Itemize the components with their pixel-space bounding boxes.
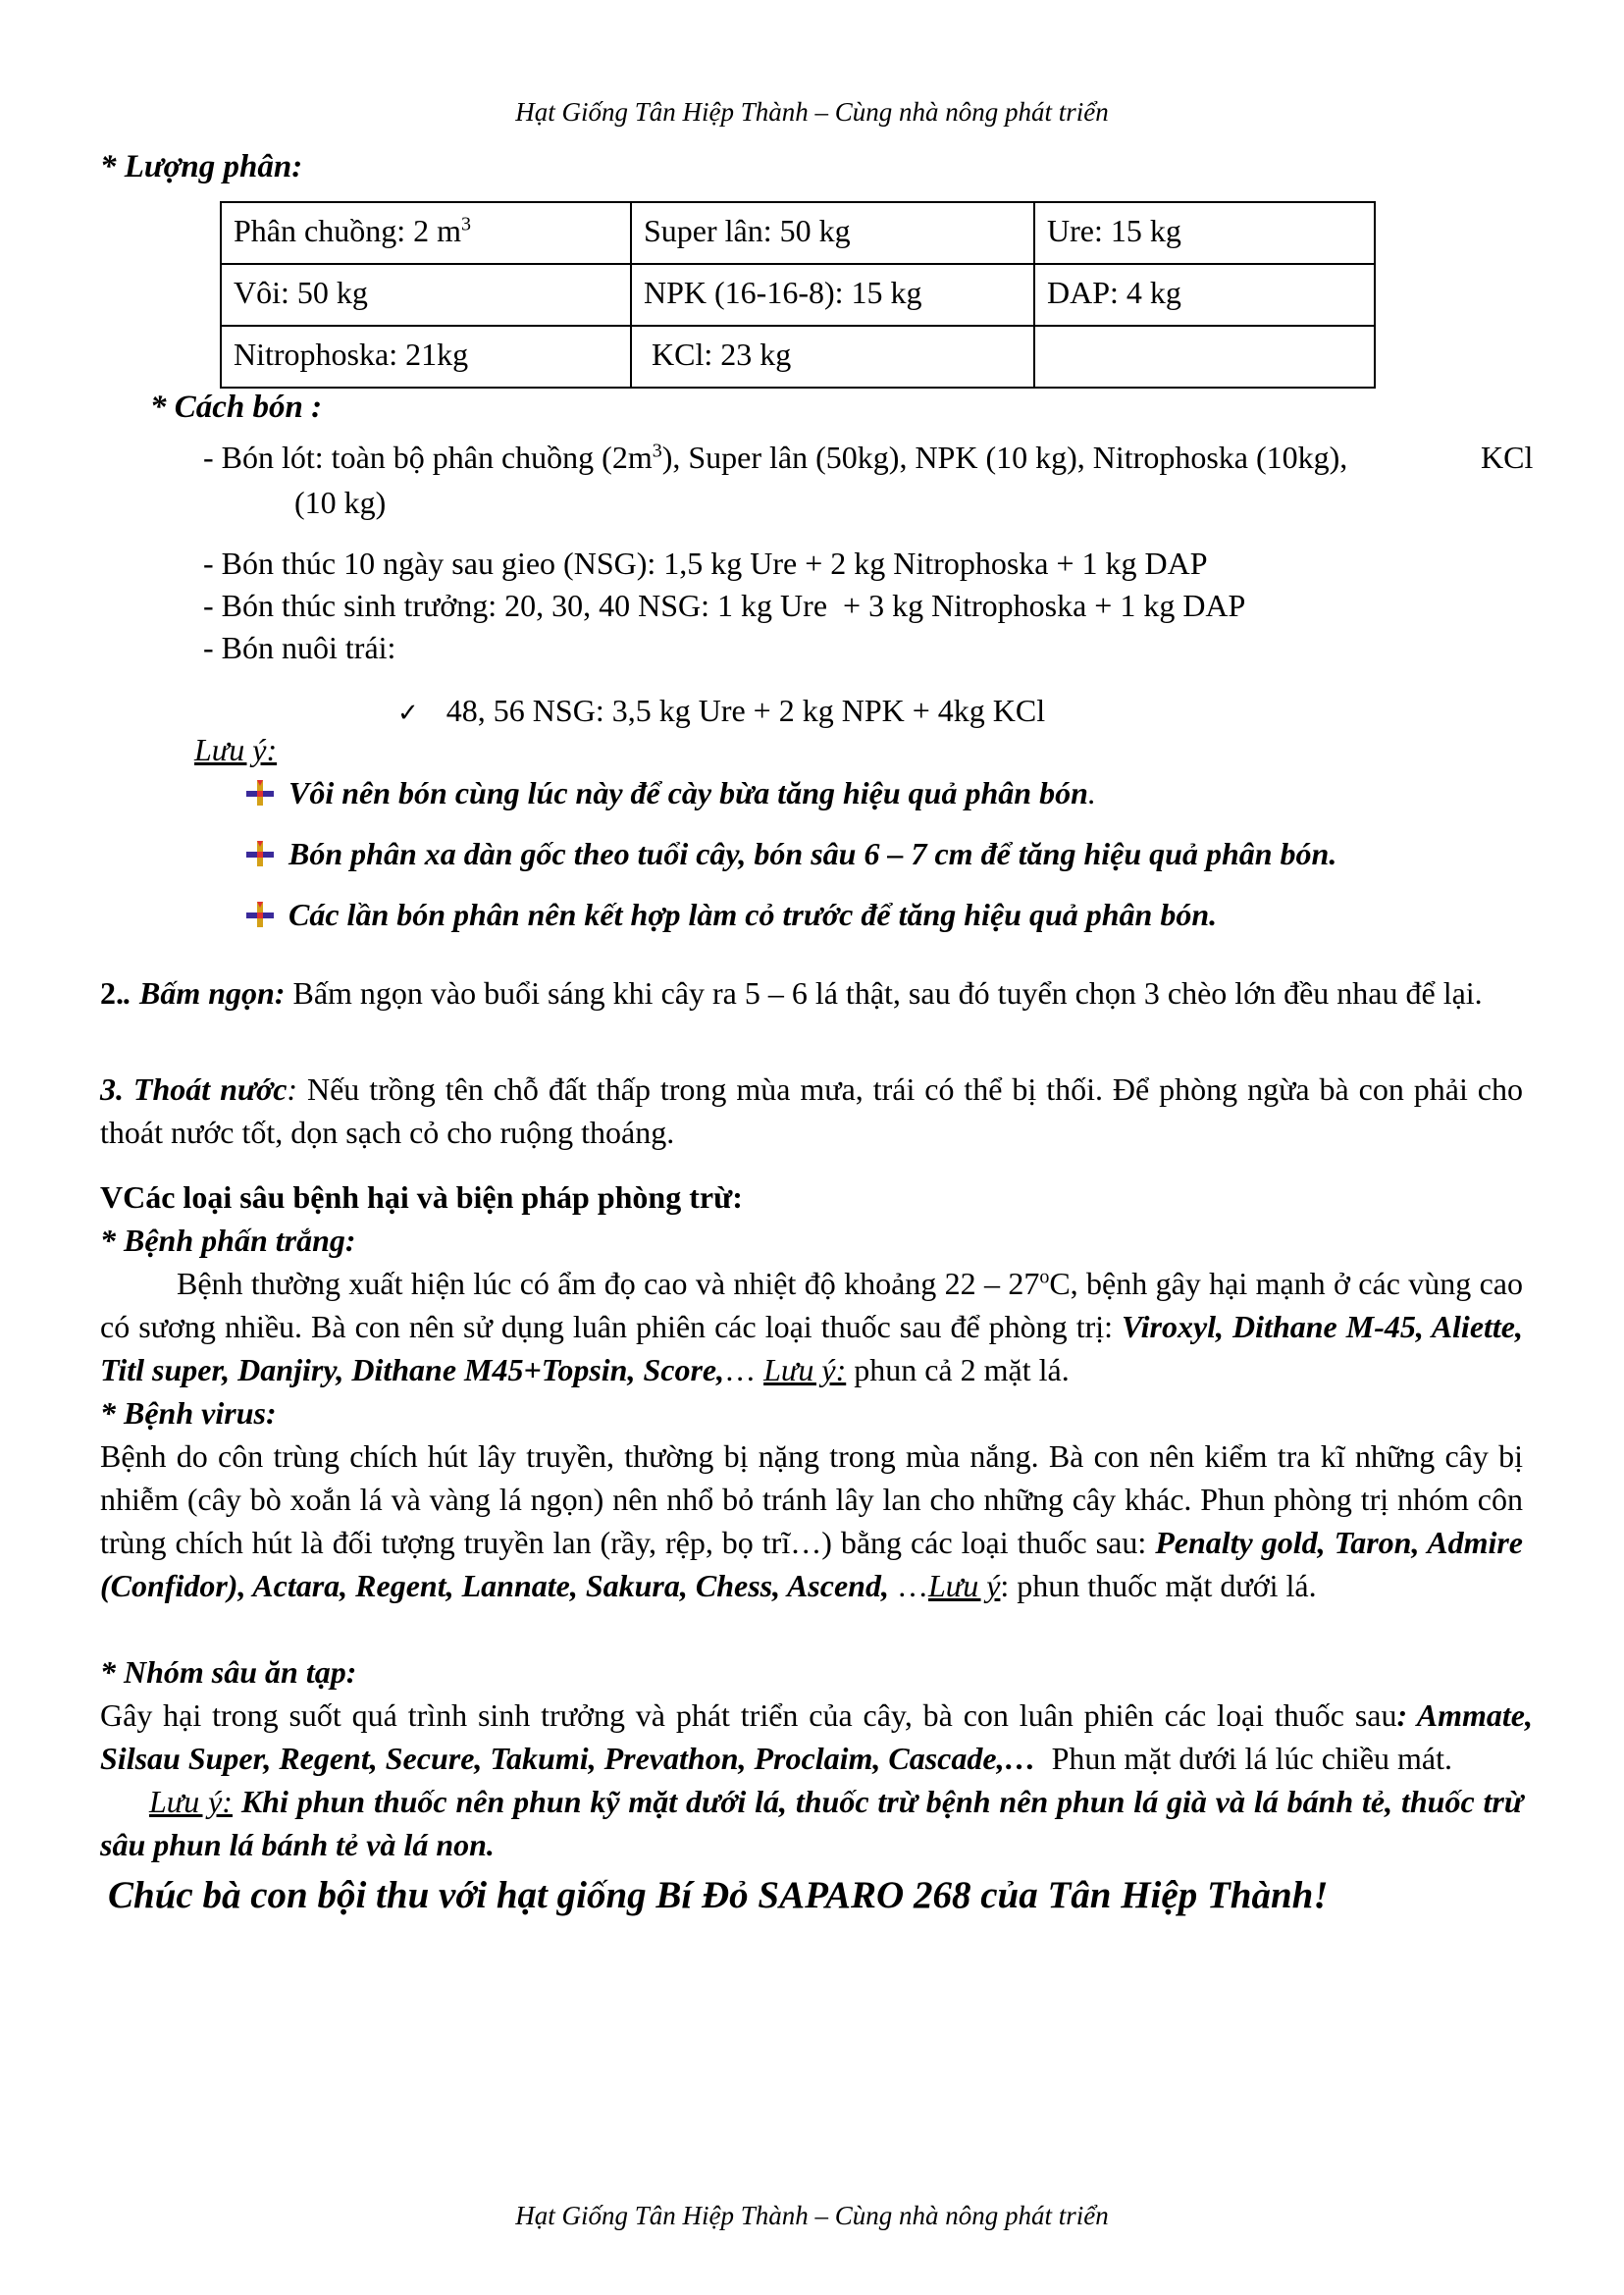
table-row xyxy=(221,202,1375,264)
table-cell: Ure: 15 kg xyxy=(1034,202,1375,264)
virus-paragraph: Bệnh do côn trùng chích hút lây truyền, thường bị nặng trong mùa nắng. Bà con nên kiểm tra kĩ những cây bị nhiễm (cây bò xoắn lá và vàng lá ngọn) nên nhổ bỏ tránh lây lan cho những cây khác. Phun phòng trị nhóm côn trùng chích hút là đối tượng truyền lan (rầy, rệp, bọ trĩ…) bằng các loại thuốc sau: Penalty gold, Taron, Admire (Confidor), Actara, Regent, Lannate, Sakura, Chess, Ascend, …Lưu ý: phun thuốc mặt dưới lá. xyxy=(100,1438,1524,1604)
base-fertilizer-kcl-amount: (10 kg) xyxy=(294,485,387,520)
table-cell xyxy=(1034,326,1375,388)
closing-message: Chúc bà con bội thu với hạt giống Bí Đỏ SAPARO 268 của Tân Hiệp Thành! xyxy=(108,1874,1329,1916)
note-item: Bón phân xa dàn gốc theo tuổi cây, bón sâu 6 – 7 cm để tăng hiệu quả phân bón. xyxy=(243,832,1336,875)
pests-section-title: VCác loại sâu bệnh hại và biện pháp phòng trừ: xyxy=(100,1179,743,1215)
page-header: Hạt Giống Tân Hiệp Thành – Cùng nhà nông phát triển xyxy=(515,97,1109,127)
fruit-feeding-item: ✓ 48, 56 NSG: 3,5 kg Ure + 2 kg NPK + 4kg KCl xyxy=(397,693,1046,728)
base-fertilizer-line: - Bón lót: toàn bộ phân chuồng $(2m^3)$, Super lân (50kg), NPK (10 kg), Nitrophoska (10kg), KCl xyxy=(203,440,1534,475)
check-icon: ✓ xyxy=(397,699,419,728)
virus-heading: * Bệnh virus: xyxy=(100,1395,277,1431)
table-cell: DAP: 4 kg xyxy=(1034,264,1375,326)
note-item: Các lần bón phân nên kết hợp làm cỏ trước để tăng hiệu quả phân bón. xyxy=(243,893,1217,936)
fertilizer-table xyxy=(220,201,1376,389)
page-footer: Hạt Giống Tân Hiệp Thành – Cùng nhà nông phát triển xyxy=(515,2201,1109,2230)
top-dressing-2: - Bón thúc sinh trưởng: 20, 30, 40 NSG: 1 kg Ure + 3 kg Nitrophoska + 1 kg DAP xyxy=(203,588,1246,623)
table-row xyxy=(221,264,1375,326)
fertilizing-method-heading: * Cách bón : xyxy=(150,390,323,425)
table-cell: KCl: 23 kg xyxy=(631,326,1034,388)
drainage-paragraph: 3. Thoát nước: Nếu trồng tên chỗ đất thấp trong mùa mưa, trái có thể bị thối. Để phòng ngừa bà con phải cho thoát nước tốt, dọn sạch cỏ cho ruộng thoáng. xyxy=(100,1071,1524,1151)
powdery-mildew-heading: * Bệnh phấn trắng: xyxy=(100,1223,356,1258)
table-cell: Phân chuồng: 2 $m^3$ xyxy=(221,202,631,264)
table-cell: Nitrophoska: 21kg xyxy=(221,326,631,388)
plus-bullet-icon xyxy=(243,839,277,868)
table-cell: Super lân: 50 kg xyxy=(631,202,1034,264)
fertilizer-amount-heading: * Lượng phân: xyxy=(100,149,303,184)
powdery-mildew-paragraph: Bệnh thường xuất hiện lúc có ẩm đọ cao và nhiệt độ khoảng 22 – 27$^o$C, bệnh gây hại mạnh ở các vùng cao có sương nhiều. Bà con nên sử dụng luân phiên các loại thuốc sau để phòng trị: Viroxyl, Dithane M-45, Aliette, Titl super, Danjiry, Dithane M45+Topsin, Score,… Lưu ý: phun cả 2 mặt lá. xyxy=(100,1266,1524,1388)
final-note-paragraph: Lưu ý: Khi phun thuốc nên phun kỹ mặt dưới lá, thuốc trừ bệnh nên phun lá già và lá bánh tẻ, thuốc trừ sâu phun lá bánh tẻ và lá non. xyxy=(100,1784,1524,1863)
table-cell: Vôi: 50 kg xyxy=(221,264,631,326)
fruit-feeding-label: - Bón nuôi trái: xyxy=(203,630,396,665)
plus-bullet-icon xyxy=(243,778,277,808)
note-item: Vôi nên bón cùng lúc này để cày bừa tăng hiệu quả phân bón. xyxy=(243,771,1096,814)
note-label: Lưu ý: xyxy=(194,732,278,767)
table-cell: NPK (16-16-8): 15 kg xyxy=(631,264,1034,326)
omnivorous-pests-paragraph: Gây hại trong suốt quá trình sinh trưởng và phát triển của cây, bà con luân phiên các loại thuốc sau: Ammate, Silsau Super, Regent, Secure, Takumi, Prevathon, Proclaim, Cascade,… Phun mặt dưới lá lúc chiều mát. xyxy=(100,1697,1534,1777)
omnivorous-pests-heading: * Nhóm sâu ăn tạp: xyxy=(100,1654,357,1690)
pinching-paragraph: 2.. Bấm ngọn: Bấm ngọn vào buổi sáng khi cây ra 5 – 6 lá thật, sau đó tuyển chọn 3 chèo lớn đều nhau để lại. xyxy=(100,975,1483,1011)
table-row xyxy=(221,326,1375,388)
plus-bullet-icon xyxy=(243,900,277,929)
top-dressing-1: - Bón thúc 10 ngày sau gieo (NSG): 1,5 kg Ure + 2 kg Nitrophoska + 1 kg DAP xyxy=(203,546,1208,581)
